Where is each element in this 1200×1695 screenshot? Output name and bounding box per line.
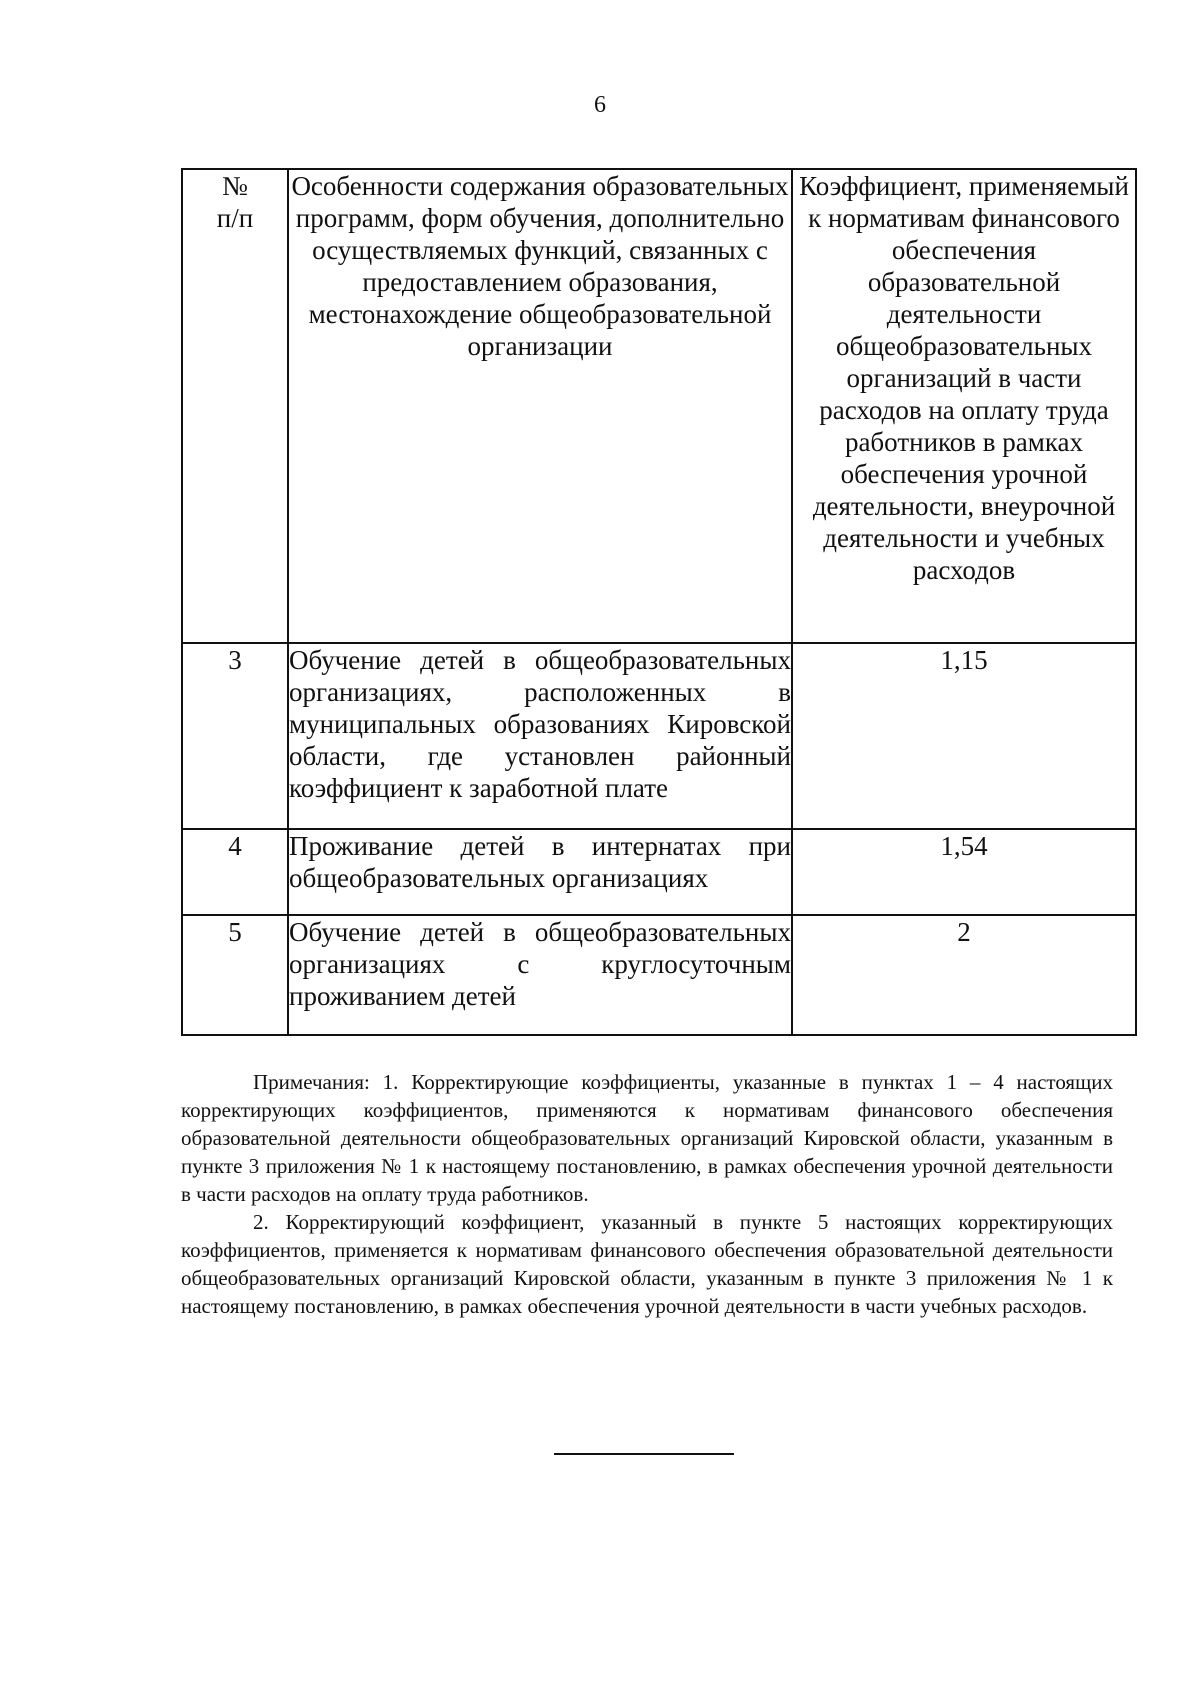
table-row (182, 915, 1136, 1035)
row-coefficient: 1,54 (792, 829, 1136, 915)
table-header-row (182, 169, 1136, 643)
row-description: Обучение детей в общеобразовательных организациях с круглосуточным проживанием детей (288, 915, 792, 1035)
end-line (554, 1453, 734, 1455)
header-coefficient: Коэффициент, применяемый к нормативам финансового обеспечения образовательной деятельности общеобразовательных организаций в части расходов на оплату труда работников в рамках обеспечения урочной деятельности, внеурочной деятельности и учебных расходов (792, 169, 1136, 643)
notes (181, 1068, 1113, 1320)
table-row (182, 829, 1136, 915)
coefficients-table (181, 168, 1137, 1036)
row-coefficient: 2 (792, 915, 1136, 1035)
row-coefficient: 1,15 (792, 643, 1136, 829)
row-description: Проживание детей в интернатах при общеобразовательных организациях (288, 829, 792, 915)
row-number: 4 (182, 829, 288, 915)
row-number: 5 (182, 915, 288, 1035)
header-number: № п/п (182, 169, 288, 643)
row-number: 3 (182, 643, 288, 829)
table-row (182, 643, 1136, 829)
header-description: Особенности содержания образовательных программ, форм обучения, дополнительно осуществляемых функций, связанных с предоставлением образования, местонахождение общеобразовательной организации (288, 169, 792, 643)
page-number: 6 (594, 92, 606, 118)
note-1: Примечания: 1. Корректирующие коэффициенты, указанные в пунктах 1 – 4 настоящих корректирующих коэффициентов, применяются к нормативам финансового обеспечения образовательной деятельности общеобразовательных организаций Кировской области, указанным в пункте 3 приложения № 1 к настоящему постановлению, в рамках обеспечения урочной деятельности в части расходов на оплату труда работников. (181, 1070, 1113, 1206)
note-2: 2. Корректирующий коэффициент, указанный в пункте 5 настоящих корректирующих коэффициентов, применяется к нормативам финансового обеспечения образовательной деятельности общеобразовательных организаций Кировской области, указанным в пункте 3 приложения № 1 к настоящему постановлению, в рамках обеспечения урочной деятельности в части учебных расходов. (181, 1210, 1113, 1318)
row-description: Обучение детей в общеобразовательных организациях, расположенных в муниципальных образованиях Кировской области, где установлен районный коэффициент к заработной плате (288, 643, 792, 829)
